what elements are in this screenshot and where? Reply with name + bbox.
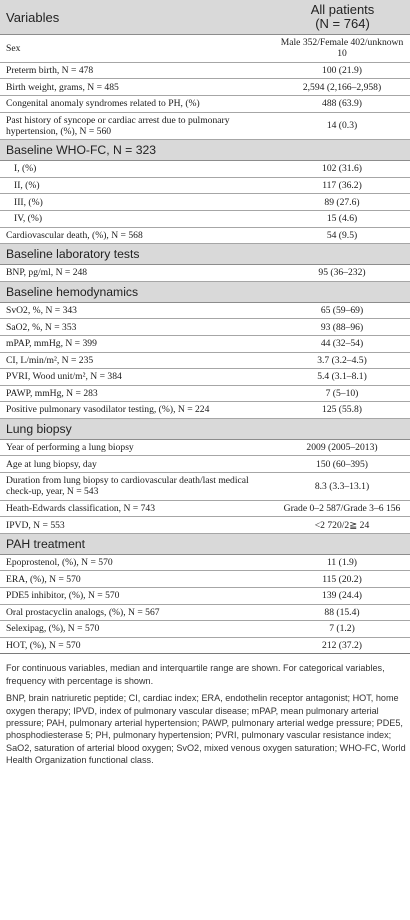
table-row — [0, 456, 410, 473]
table-row — [0, 194, 410, 211]
table-row — [0, 302, 410, 319]
section-label: Baseline hemodynamics — [0, 281, 410, 302]
variable-label: Sex — [0, 35, 274, 63]
variable-label: Age at lung biopsy, day — [0, 456, 274, 473]
header-all-patients-label: All patients — [310, 2, 375, 17]
variable-label: HOT, (%), N = 570 — [0, 637, 274, 654]
table-row — [0, 161, 410, 178]
variable-label: IPVD, N = 553 — [0, 517, 274, 534]
variable-value: 212 (37.2) — [274, 637, 410, 654]
variable-value: 3.7 (3.2–4.5) — [274, 352, 410, 369]
table-row — [0, 369, 410, 386]
variable-label: Selexipag, (%), N = 570 — [0, 621, 274, 638]
variable-label: BNP, pg/ml, N = 248 — [0, 265, 274, 282]
table-row — [0, 571, 410, 588]
variable-value: 5.4 (3.1–8.1) — [274, 369, 410, 386]
variable-value: 117 (36.2) — [274, 177, 410, 194]
variable-label: II, (%) — [0, 177, 274, 194]
variable-value: 93 (88–96) — [274, 319, 410, 336]
variable-value: 7 (5–10) — [274, 385, 410, 402]
variable-value: 2009 (2005–2013) — [274, 439, 410, 456]
table-row — [0, 439, 410, 456]
table-footnotes — [0, 654, 410, 766]
table-row — [0, 500, 410, 517]
table-row — [0, 112, 410, 140]
table-row — [0, 402, 410, 419]
variable-label: CI, L/min/m², N = 235 — [0, 352, 274, 369]
variable-value: Grade 0–2 587/Grade 3–6 156 — [274, 500, 410, 517]
variable-label: SaO2, %, N = 353 — [0, 319, 274, 336]
variable-label: Epoprostenol, (%), N = 570 — [0, 554, 274, 571]
variable-value: 2,594 (2,166–2,958) — [274, 79, 410, 96]
table-row — [0, 588, 410, 605]
variable-value: 150 (60–395) — [274, 456, 410, 473]
variable-value: 7 (1.2) — [274, 621, 410, 638]
section-header-row — [0, 140, 410, 161]
table-row — [0, 211, 410, 228]
table-row — [0, 227, 410, 244]
table-row — [0, 35, 410, 63]
variable-value: 488 (63.9) — [274, 95, 410, 112]
variable-value: 89 (27.6) — [274, 194, 410, 211]
section-header-row — [0, 533, 410, 554]
variable-value: 44 (32–54) — [274, 335, 410, 352]
variable-value: 115 (20.2) — [274, 571, 410, 588]
table-row — [0, 319, 410, 336]
variable-value: 8.3 (3.3–13.1) — [274, 472, 410, 500]
variable-label: Heath-Edwards classification, N = 743 — [0, 500, 274, 517]
variable-value: 125 (55.8) — [274, 402, 410, 419]
variable-value: 102 (31.6) — [274, 161, 410, 178]
table-row — [0, 637, 410, 654]
variable-value: 11 (1.9) — [274, 554, 410, 571]
table-row — [0, 352, 410, 369]
variable-value: 14 (0.3) — [274, 112, 410, 140]
variable-value: 65 (59–69) — [274, 302, 410, 319]
header-variables: Variables — [0, 0, 274, 35]
variable-value: 100 (21.9) — [274, 62, 410, 79]
section-header-row — [0, 281, 410, 302]
variable-value: Male 352/Female 402/unknown 10 — [274, 35, 410, 63]
section-label: Baseline laboratory tests — [0, 244, 410, 265]
variable-label: Birth weight, grams, N = 485 — [0, 79, 274, 96]
footnote-1: For continuous variables, median and interquartile range are shown. For categorical variables, frequency with percentage is shown. — [6, 663, 385, 686]
table-row — [0, 517, 410, 534]
variable-label: Preterm birth, N = 478 — [0, 62, 274, 79]
variable-label: Positive pulmonary vasodilator testing, (%), N = 224 — [0, 402, 274, 419]
section-label: Baseline WHO-FC, N = 323 — [0, 140, 410, 161]
variable-label: III, (%) — [0, 194, 274, 211]
table-row — [0, 554, 410, 571]
variable-label: Year of performing a lung biopsy — [0, 439, 274, 456]
header-all-patients — [274, 0, 410, 35]
variable-label: I, (%) — [0, 161, 274, 178]
table-row — [0, 62, 410, 79]
table-row — [0, 177, 410, 194]
table-row — [0, 472, 410, 500]
header-all-patients-n: (N = 764) — [315, 16, 370, 31]
variable-value: 139 (24.4) — [274, 588, 410, 605]
variable-label: IV, (%) — [0, 211, 274, 228]
variable-label: SvO2, %, N = 343 — [0, 302, 274, 319]
table-body — [0, 35, 410, 654]
variable-value: 54 (9.5) — [274, 227, 410, 244]
table-row — [0, 621, 410, 638]
variable-value: <2 720/2≧ 24 — [274, 517, 410, 534]
table-header-row — [0, 0, 410, 35]
section-label: PAH treatment — [0, 533, 410, 554]
variable-label: Past history of syncope or cardiac arrest due to pulmonary hypertension, (%), N = 560 — [0, 112, 274, 140]
table-row — [0, 95, 410, 112]
section-header-row — [0, 418, 410, 439]
variable-label: Oral prostacyclin analogs, (%), N = 567 — [0, 604, 274, 621]
table-row — [0, 79, 410, 96]
table-row — [0, 335, 410, 352]
variable-label: ERA, (%), N = 570 — [0, 571, 274, 588]
variable-label: PDE5 inhibitor, (%), N = 570 — [0, 588, 274, 605]
table-row — [0, 604, 410, 621]
variable-label: Congenital anomaly syndromes related to PH, (%) — [0, 95, 274, 112]
variable-label: Duration from lung biopsy to cardiovascular death/last medical check-up, year, N = 543 — [0, 472, 274, 500]
section-header-row — [0, 244, 410, 265]
variable-value: 88 (15.4) — [274, 604, 410, 621]
section-label: Lung biopsy — [0, 418, 410, 439]
table-row — [0, 265, 410, 282]
variable-label: PVRI, Wood unit/m², N = 384 — [0, 369, 274, 386]
table-row — [0, 385, 410, 402]
variable-label: mPAP, mmHg, N = 399 — [0, 335, 274, 352]
variable-value: 15 (4.6) — [274, 211, 410, 228]
variable-label: Cardiovascular death, (%), N = 568 — [0, 227, 274, 244]
footnote-2: BNP, brain natriuretic peptide; CI, cardiac index; ERA, endothelin receptor antagonist; HOT, home oxygen therapy; IPVD, index of pulmonary vascular disease; mPAP, mean pulmonary arterial pressure; PAH, pulmonary arterial hypertension; PAWP, pulmonary arterial wedge pressure; PDE5, phosphodiesterase 5; PH, pulmonary hypertension; PVRI, pulmonary vascular resistance index; SaO2, saturation of arterial blood oxygen; SvO2, mixed venous oxygen saturation; WHO-FC, World Health Organization functional class. — [6, 693, 406, 766]
variable-label: PAWP, mmHg, N = 283 — [0, 385, 274, 402]
variable-value: 95 (36–232) — [274, 265, 410, 282]
